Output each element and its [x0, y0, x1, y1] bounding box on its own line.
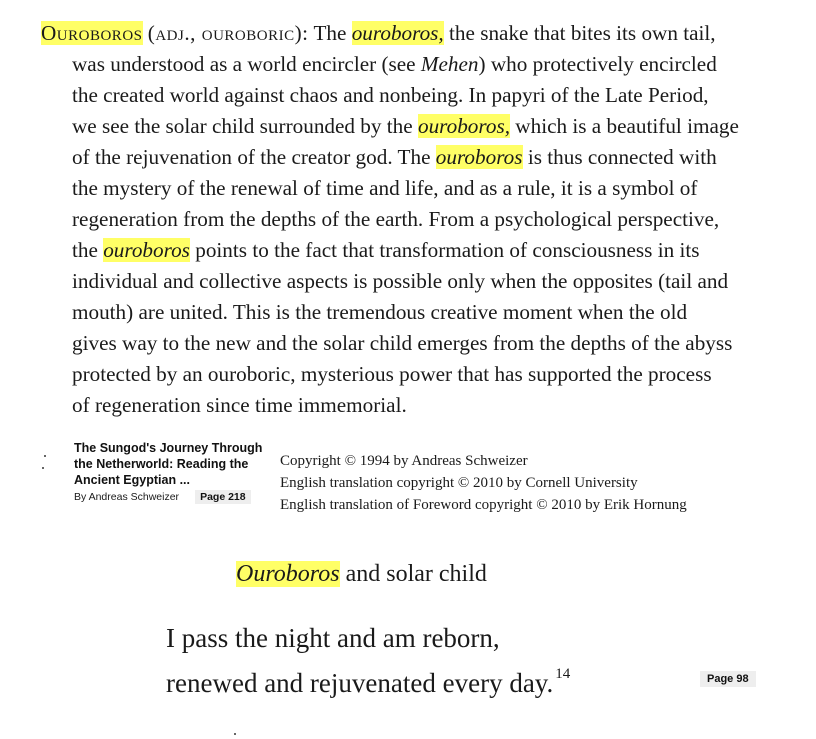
- text-run: points to the fact that transformation of consciousness in its: [189, 238, 700, 262]
- book-author: By Andreas Schweizer: [74, 491, 180, 503]
- verse-quote: [166, 616, 570, 706]
- entry-line-13: of regeneration since time immemorial.: [72, 393, 407, 417]
- entry-line-5: [41, 142, 801, 173]
- entry-line-2: [41, 49, 801, 80]
- heading-rest: and solar child: [339, 561, 487, 587]
- book-title-link[interactable]: The Sungod's Journey Through the Netherworld: Reading the Ancient Egyptian ...: [74, 441, 263, 487]
- text-run: is thus connected with: [522, 145, 717, 169]
- verse-text: renewed and rejuvenated every day.: [166, 668, 554, 698]
- entry-line-7: regeneration from the depths of the earth. From a psychological perspective,: [72, 207, 720, 231]
- text-run: the: [72, 238, 104, 262]
- text-run: The: [308, 21, 352, 45]
- text-run: which is a beautiful image: [510, 114, 739, 138]
- text-run: was understood as a world encircler (see: [72, 52, 421, 76]
- entry-line-11: gives way to the new and the solar child emerges from the depths of the abyss: [72, 331, 733, 355]
- cross-reference: Mehen: [420, 52, 479, 76]
- highlighted-term: ouroboros: [435, 145, 523, 169]
- book-reference[interactable]: [74, 440, 269, 504]
- text-run: ) who protectively encircled: [478, 52, 717, 76]
- footnote-marker: 14: [555, 666, 571, 682]
- entry-line-12: protected by an ouroboric, mysterious power that has supported the process: [72, 362, 712, 386]
- dictionary-entry: [41, 18, 801, 421]
- section-heading: [236, 558, 487, 590]
- entry-line-1: [41, 18, 801, 49]
- scan-speck: [42, 467, 44, 469]
- entry-line-4: [41, 111, 801, 142]
- copyright-line: English translation copyright © 2010 by Cornell University: [280, 475, 638, 491]
- entry-line-9: individual and collective aspects is possible only when the opposites (tail and: [72, 269, 729, 293]
- verse-line-2: [166, 661, 570, 706]
- copyright-line: English translation of Foreword copyright © 2010 by Erik Hornung: [280, 497, 687, 513]
- page-badge[interactable]: Page 218: [195, 490, 251, 504]
- scan-speck: [44, 455, 46, 457]
- highlighted-term: ouroboros,: [351, 21, 444, 45]
- page-badge[interactable]: Page 98: [700, 671, 756, 687]
- entry-line-8: [41, 235, 801, 266]
- scan-speck: [234, 733, 236, 735]
- entry-line-6: the mystery of the renewal of time and life, and as a rule, it is a symbol of: [72, 176, 698, 200]
- text-run: the snake that bites its own tail,: [443, 21, 716, 45]
- copyright-line: Copyright © 1994 by Andreas Schweizer: [280, 453, 528, 469]
- book-meta: [74, 490, 269, 504]
- highlighted-term: ouroboros: [103, 238, 190, 262]
- headword: Ouroboros: [41, 21, 143, 45]
- highlighted-term: ouroboros,: [417, 114, 510, 138]
- verse-line-1: I pass the night and am reborn,: [166, 623, 500, 653]
- grammar-note: (adj., ouroboric):: [147, 21, 309, 45]
- text-run: of the rejuvenation of the creator god. The: [72, 145, 436, 169]
- entry-line-3: the created world against chaos and nonbeing. In papyri of the Late Period,: [72, 83, 709, 107]
- text-run: we see the solar child surrounded by the: [72, 114, 418, 138]
- copyright-notice: [280, 450, 687, 516]
- entry-line-10: mouth) are united. This is the tremendous creative moment when the old: [72, 300, 688, 324]
- highlighted-term: Ouroboros: [236, 561, 340, 587]
